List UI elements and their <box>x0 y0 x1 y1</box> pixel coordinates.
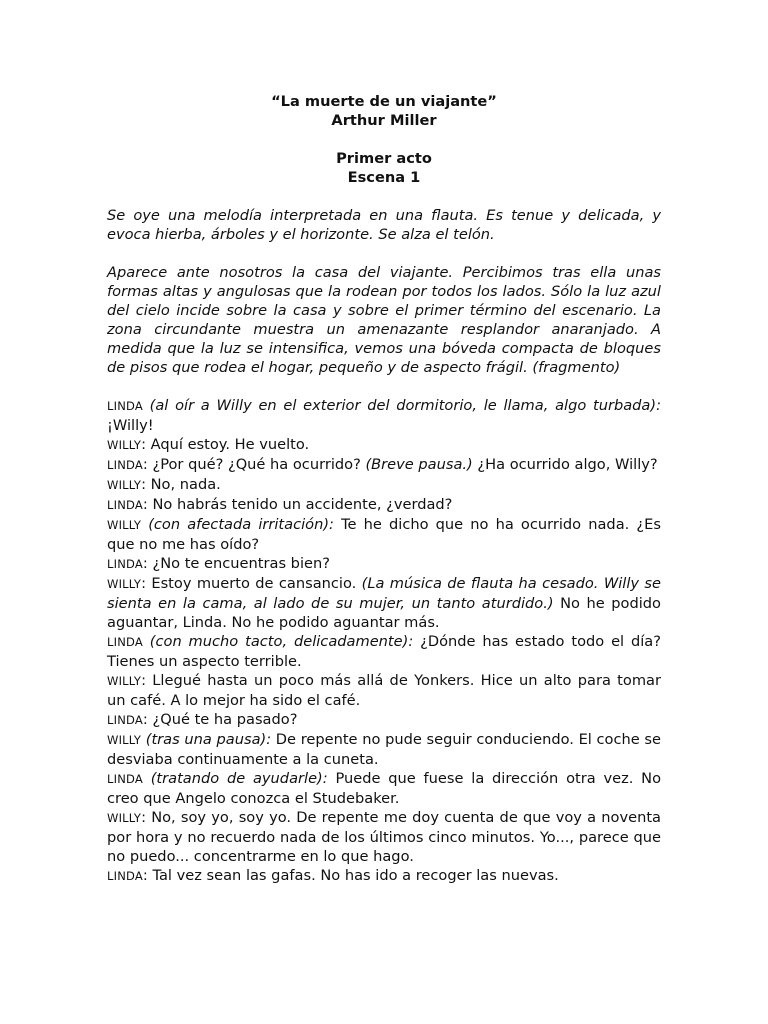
dialogue-line <box>107 475 661 495</box>
dialogue-line <box>107 632 661 671</box>
document-page <box>107 92 661 886</box>
speaker-name: WILLY <box>107 478 142 492</box>
dialogue-line <box>107 808 661 866</box>
dialogue-line <box>107 396 661 435</box>
stage-direction: (con mucho tacto, delicadamente): <box>142 633 414 650</box>
speaker-name: WILLY <box>107 518 142 532</box>
dialogue-line <box>107 515 661 554</box>
stage-direction: (al oír a Willy en el exterior del dormitorio, le llama, algo turbada): <box>142 397 661 414</box>
spoken-text: ¡Willy! <box>107 417 154 434</box>
speaker-name: LINDA <box>107 635 143 649</box>
speaker-name: WILLY <box>107 438 142 452</box>
spoken-text: : Estoy muerto de cansancio. <box>141 575 362 592</box>
spoken-text: : ¿No te encuentras bien? <box>142 555 330 572</box>
speaker-name: WILLY <box>107 577 142 591</box>
stage-direction: (con afectada irritación): <box>141 516 334 533</box>
dialogue-line <box>107 554 661 574</box>
speaker-name: LINDA <box>107 772 143 786</box>
speaker-name: LINDA <box>107 713 143 727</box>
spoken-text: : ¿Qué te ha pasado? <box>142 711 298 728</box>
dialogue-line <box>107 455 661 475</box>
speaker-name: WILLY <box>107 811 142 825</box>
spoken-text: : Tal vez sean las gafas. No has ido a recoger las nuevas. <box>142 867 559 884</box>
dialogue-line <box>107 671 661 710</box>
dialogue-line <box>107 730 661 769</box>
spoken-text: ¿Ha ocurrido algo, Willy? <box>472 456 658 473</box>
spoken-text: : No, nada. <box>141 476 221 493</box>
dialogue-line <box>107 710 661 730</box>
spoken-text: : Llegué hasta un poco más allá de Yonkers. Hice un alto para tomar un café. A lo mejor ha sido el café. <box>107 672 661 709</box>
dialogue-line <box>107 574 661 632</box>
dialogue-line <box>107 495 661 515</box>
spoken-text: : ¿Por qué? ¿Qué ha ocurrido? <box>142 456 366 473</box>
spoken-text: Te he dicho que no ha ocurrido nada. ¿Es que no me has oído? <box>107 516 661 553</box>
speaker-name: WILLY <box>107 733 142 747</box>
spoken-text: Puede que fuese la dirección otra vez. No creo que Angelo conozca el Studebaker. <box>107 770 662 807</box>
play-title: “La muerte de un viajante” <box>271 93 497 110</box>
dialogue-line <box>107 435 661 455</box>
stage-direction-2: Aparece ante nosotros la casa del viajante. Percibimos tras ella unas formas altas y angulosas que la rodean por todos los lados. Sólo la luz azul del cielo incide sobre la casa y sobre el primer término del escenario. La zona circundante muestra un amenazante resplandor anaranjado. A medida que la luz se intensifica, vemos una bóveda compacta de bloques de pisos que rodea el hogar, pequeño y de aspecto frágil. (fragmento) <box>107 264 661 376</box>
speaker-name: LINDA <box>107 557 143 571</box>
speaker-name: LINDA <box>107 399 143 413</box>
stage-direction-1: Se oye una melodía interpretada en una flauta. Es tenue y delicada, y evoca hierba, árboles y el horizonte. Se alza el telón. <box>107 207 661 243</box>
spoken-text: De repente no pude seguir conduciendo. El coche se desviaba continuamente a la cuneta. <box>107 731 661 768</box>
speaker-name: WILLY <box>107 674 142 688</box>
act-heading: Primer acto <box>336 150 432 167</box>
spoken-text: ¿Dónde has estado todo el día? Tienes un aspecto terrible. <box>107 633 661 670</box>
play-author: Arthur Miller <box>331 112 437 129</box>
spoken-text: No he podido aguantar, Linda. No he podido aguantar más. <box>107 595 661 631</box>
spoken-text: : Aquí estoy. He vuelto. <box>141 436 310 453</box>
speaker-name: LINDA <box>107 498 143 512</box>
dialogue-line <box>107 769 661 808</box>
spoken-text: : No, soy yo, soy yo. De repente me doy cuenta de que voy a noventa por hora y no recuerdo nada de los últimos cinco minutos. Yo..., parece que no puedo... concentrarme en lo que hago. <box>107 809 661 865</box>
stage-direction: (tras una pausa): <box>141 731 272 748</box>
scene-heading: Escena 1 <box>347 169 421 186</box>
stage-direction: (tratando de ayudarle): <box>142 770 328 787</box>
dialogue <box>107 396 661 886</box>
dialogue-line <box>107 866 661 886</box>
stage-direction: (Breve pausa.) <box>365 456 473 473</box>
stage-direction: (La música de flauta ha cesado. Willy se sienta en la cama, al lado de su mujer, un tanto aturdido.) <box>107 575 661 612</box>
spoken-text: : No habrás tenido un accidente, ¿verdad? <box>142 496 453 513</box>
speaker-name: LINDA <box>107 458 143 472</box>
speaker-name: LINDA <box>107 869 143 883</box>
